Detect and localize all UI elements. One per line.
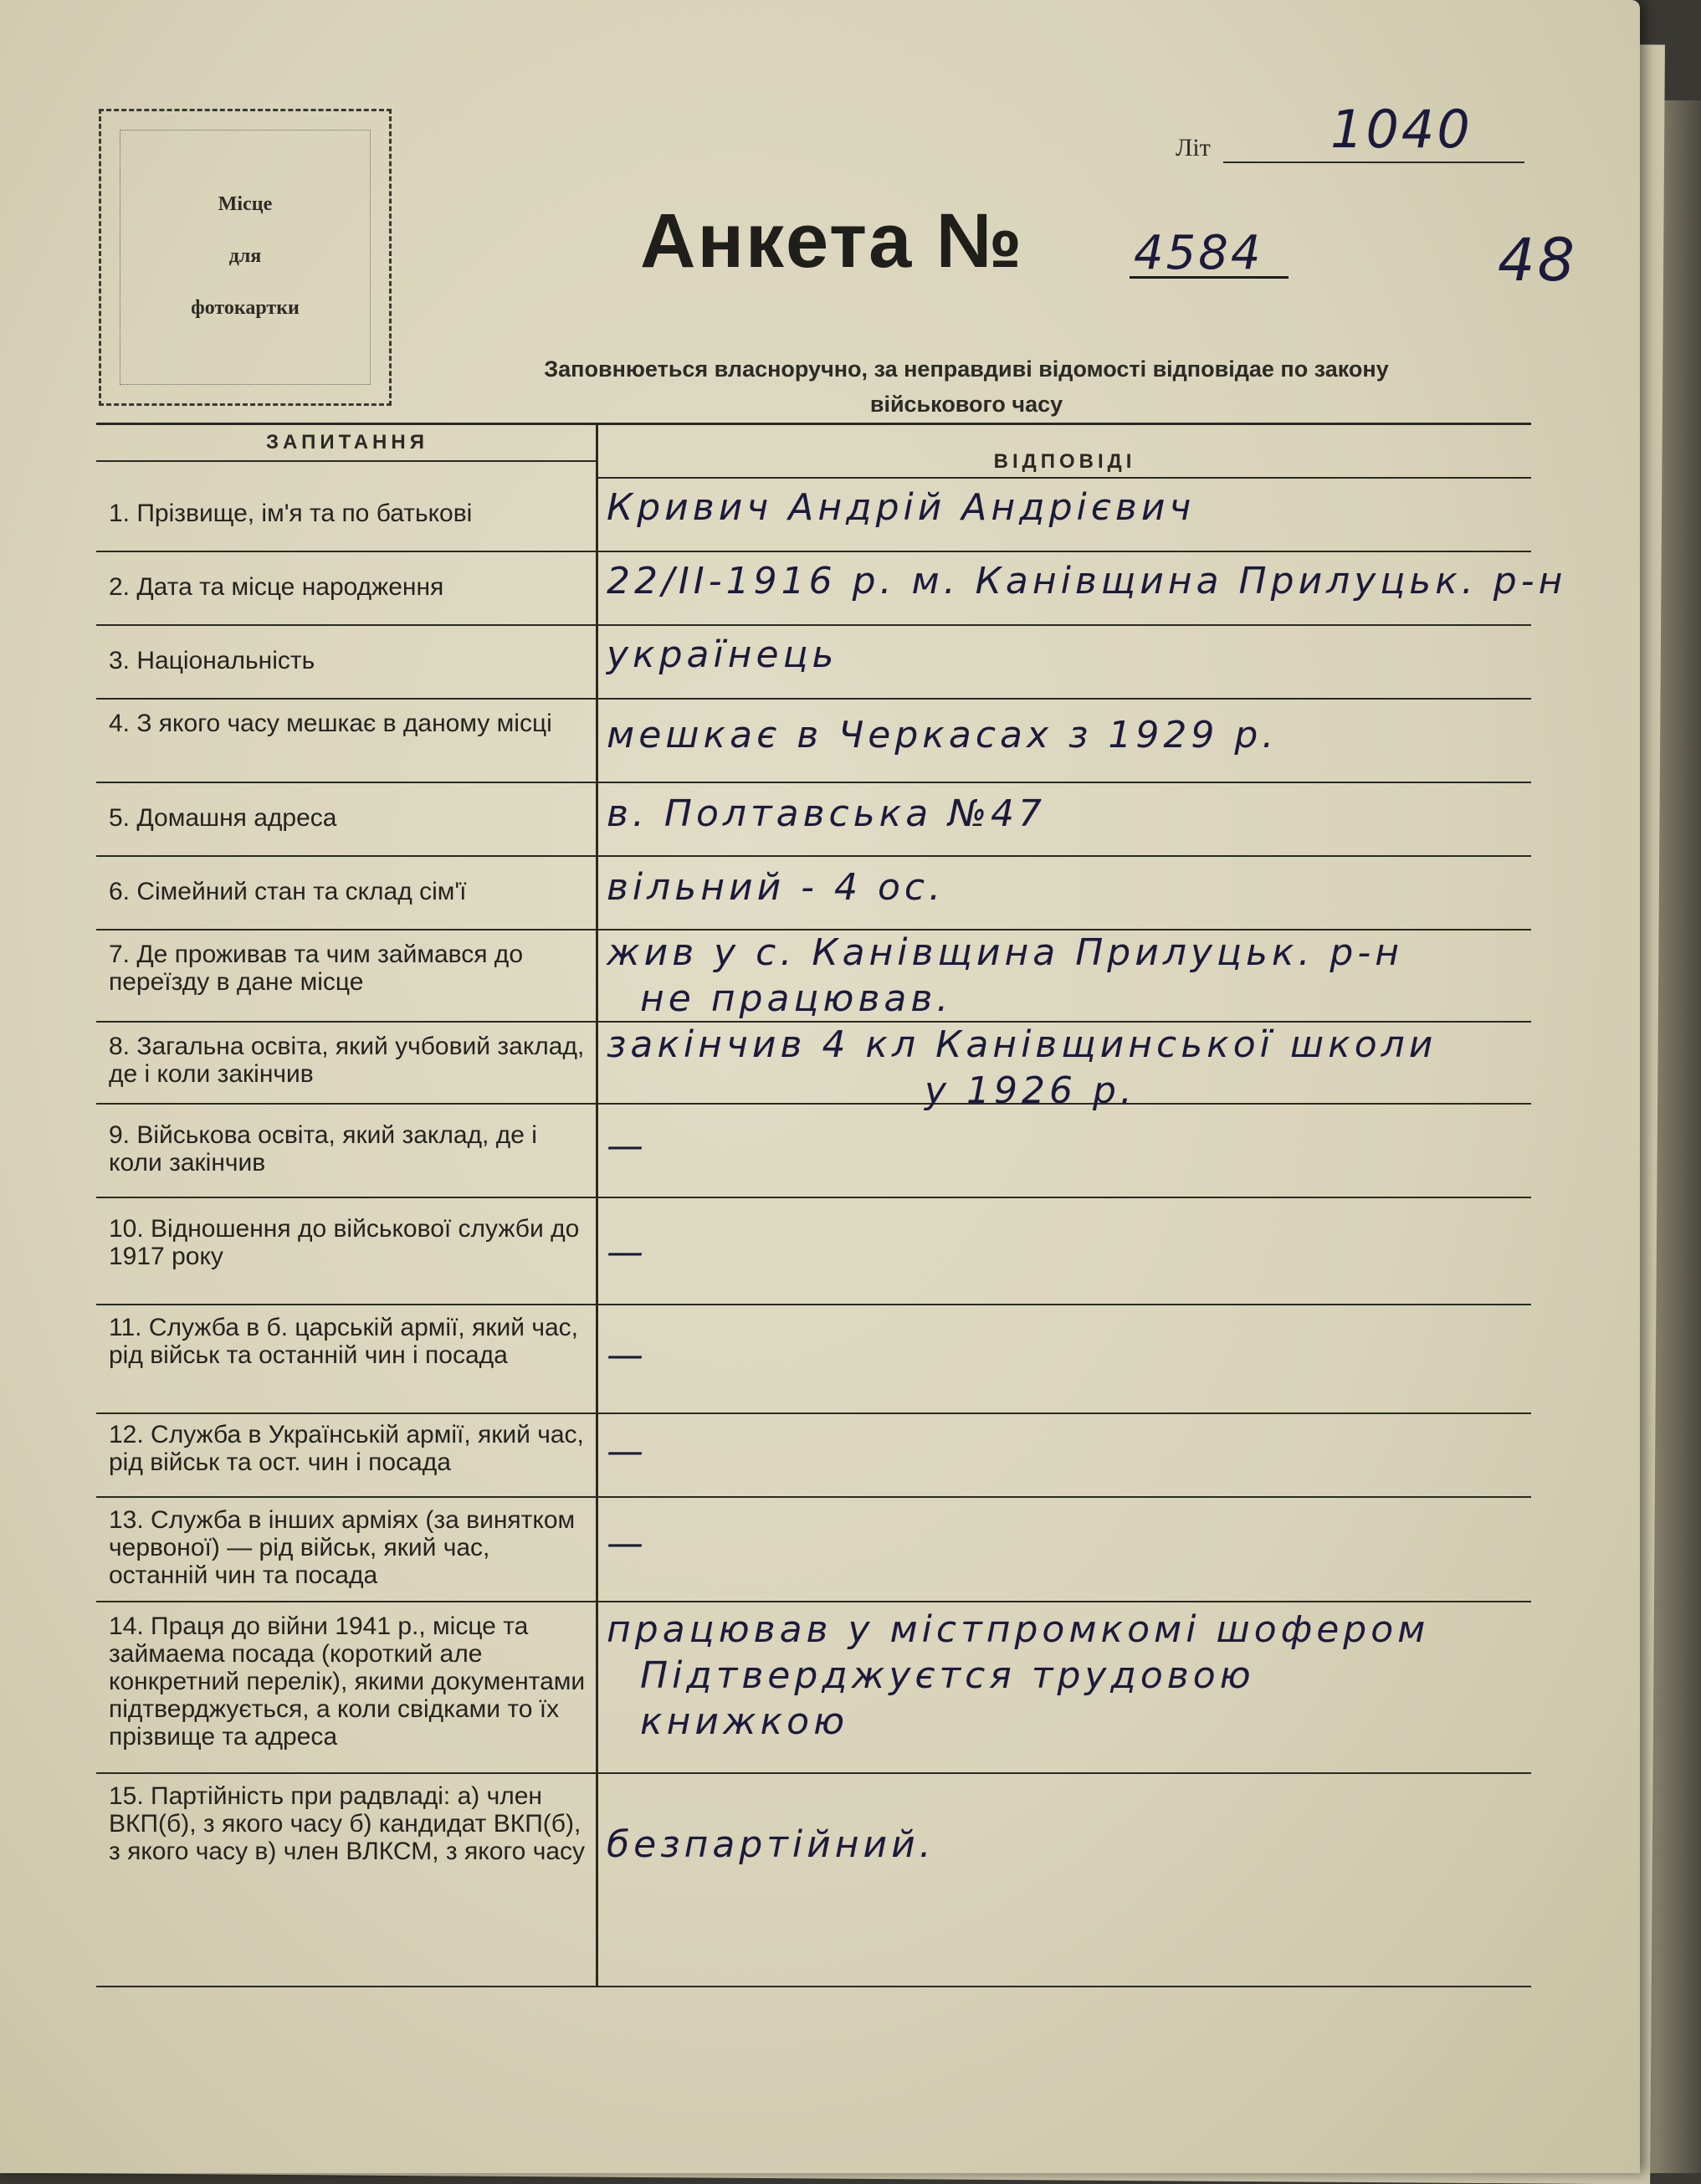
question-label: 7. Де проживав та чим займався до переїзду в дане місце (109, 941, 523, 996)
answer-cell (607, 1335, 648, 1377)
handwritten-answer: мешкає в Черкасах з 1929 р. (607, 714, 1278, 756)
table-row (96, 479, 1531, 552)
table-row (96, 1105, 1531, 1198)
handwritten-answer: працював у містпромкомі шофером (607, 1608, 1430, 1651)
handwritten-answer: — (607, 1231, 648, 1274)
answer-cell (607, 1431, 648, 1473)
table-row (96, 626, 1531, 700)
table-top-rule (96, 423, 1531, 425)
answer-cell (607, 1125, 648, 1167)
form-title: Анкета № (640, 198, 1024, 284)
lit-label: Літ (1176, 134, 1211, 161)
handwritten-answer: безпартійний. (607, 1823, 935, 1866)
question-label: 8. Загальна освіта, який учбовий заклад, де і коли закінчив (109, 1033, 585, 1088)
handwritten-answer: Кривич Андрій Андрієвич (607, 486, 1196, 529)
table-row (96, 1602, 1531, 1774)
lit-underline (1223, 161, 1524, 163)
handwritten-answer: не працював. (640, 977, 953, 1020)
answer-cell (607, 932, 1403, 1020)
table-row (96, 857, 1531, 931)
table-row (96, 1774, 1531, 1987)
question-label: 2. Дата та місце народження (109, 573, 444, 601)
table-row (96, 1414, 1531, 1498)
answer-cell (607, 715, 1278, 756)
corner-number: 48 (1498, 226, 1578, 295)
form-number: 4584 (1134, 226, 1263, 280)
table-row (96, 552, 1567, 626)
handwritten-answer: вільний - 4 ос. (607, 866, 945, 909)
table-row (96, 783, 1531, 857)
handwritten-answer: Підтверджуєтся трудовою (640, 1654, 1255, 1697)
question-label: 1. Прізвище, ім'я та по батькові (109, 500, 473, 527)
question-label: 5. Домашня адреса (109, 804, 337, 832)
table-row (96, 931, 1531, 1023)
question-label: 6. Сімейний стан та склад сім'ї (109, 878, 467, 905)
answer-cell (607, 1232, 648, 1274)
table-row (96, 1023, 1531, 1112)
handwritten-answer: в. Полтавська №47 (607, 792, 1046, 835)
photo-label-3: фотокартки (191, 297, 300, 319)
answer-cell (607, 867, 945, 909)
answer-cell (607, 487, 1195, 529)
question-label: 13. Служба в інших арміях (за винятком червоної) — рід військ, який час, останній чин та посада (109, 1506, 576, 1589)
answer-cell (607, 1024, 1437, 1112)
table-row (96, 700, 1531, 783)
instructions-line-2: військового часу (869, 392, 1063, 417)
question-label: 11. Служба в б. царській армії, який час, рід військ та останній чин і посада (109, 1314, 578, 1369)
handwritten-answer: українець (607, 633, 838, 676)
answer-cell (607, 561, 1566, 602)
question-label: 10. Відношення до військової служби до 1917 року (109, 1215, 580, 1270)
answer-cell (607, 1609, 1429, 1743)
question-label: 9. Військова освіта, який заклад, де і коли закінчив (109, 1121, 537, 1177)
question-label: 4. З якого часу мешкає в даному місці (109, 710, 552, 737)
answer-cell (607, 793, 1046, 835)
question-label: 14. Праця до війни 1941 р., місце та займаема посада (короткий але конкретний перелік), якими документами підтверджується, а коли свідками то їх прізвище та адреса (109, 1612, 586, 1751)
answer-cell (607, 1523, 648, 1565)
questions-header-rule (96, 460, 598, 462)
table-row (96, 1198, 1531, 1305)
instructions-line-1: Заповнюеться власноручно, за неправдиві відомості відповідае по закону (544, 356, 1389, 382)
handwritten-answer: — (607, 1430, 648, 1473)
question-label: 12. Служба в Українській армії, який час, рід військ та ост. чин і посада (109, 1421, 584, 1476)
handwritten-answer: жив у с. Канівщина Прилуцьк. р-н (607, 931, 1403, 974)
answer-cell (607, 1824, 935, 1866)
handwritten-answer: — (607, 1522, 648, 1565)
handwritten-answer: книжкою (640, 1700, 849, 1743)
lit-value: 1040 (1330, 99, 1473, 160)
photo-placeholder (99, 109, 392, 406)
handwritten-answer: у 1926 р. (925, 1069, 1136, 1112)
answer-cell (607, 634, 838, 676)
table-row (96, 1498, 1531, 1602)
question-label: 3. Національність (109, 647, 315, 674)
photo-label-2: для (228, 245, 262, 267)
handwritten-answer: — (607, 1334, 648, 1377)
questions-column-header: ЗАПИТАННЯ (266, 431, 428, 454)
question-label: 15. Партійність при радвладі: а) член ВКП(б), з якого часу б) кандидат ВКП(б), з якого часу в) член ВЛКСМ, з якого часу (109, 1782, 586, 1865)
table-row (96, 1305, 1531, 1414)
form-instructions (423, 351, 1510, 422)
handwritten-answer: — (607, 1125, 648, 1167)
answers-column-header: ВІДПОВІДІ (993, 450, 1136, 473)
photo-label-1: Місце (218, 193, 273, 215)
handwritten-answer: закінчив 4 кл Канівщинської школи (607, 1023, 1437, 1066)
handwritten-answer: 22/ІІ-1916 р. м. Канівщина Прилуцьк. р-н (607, 560, 1567, 602)
